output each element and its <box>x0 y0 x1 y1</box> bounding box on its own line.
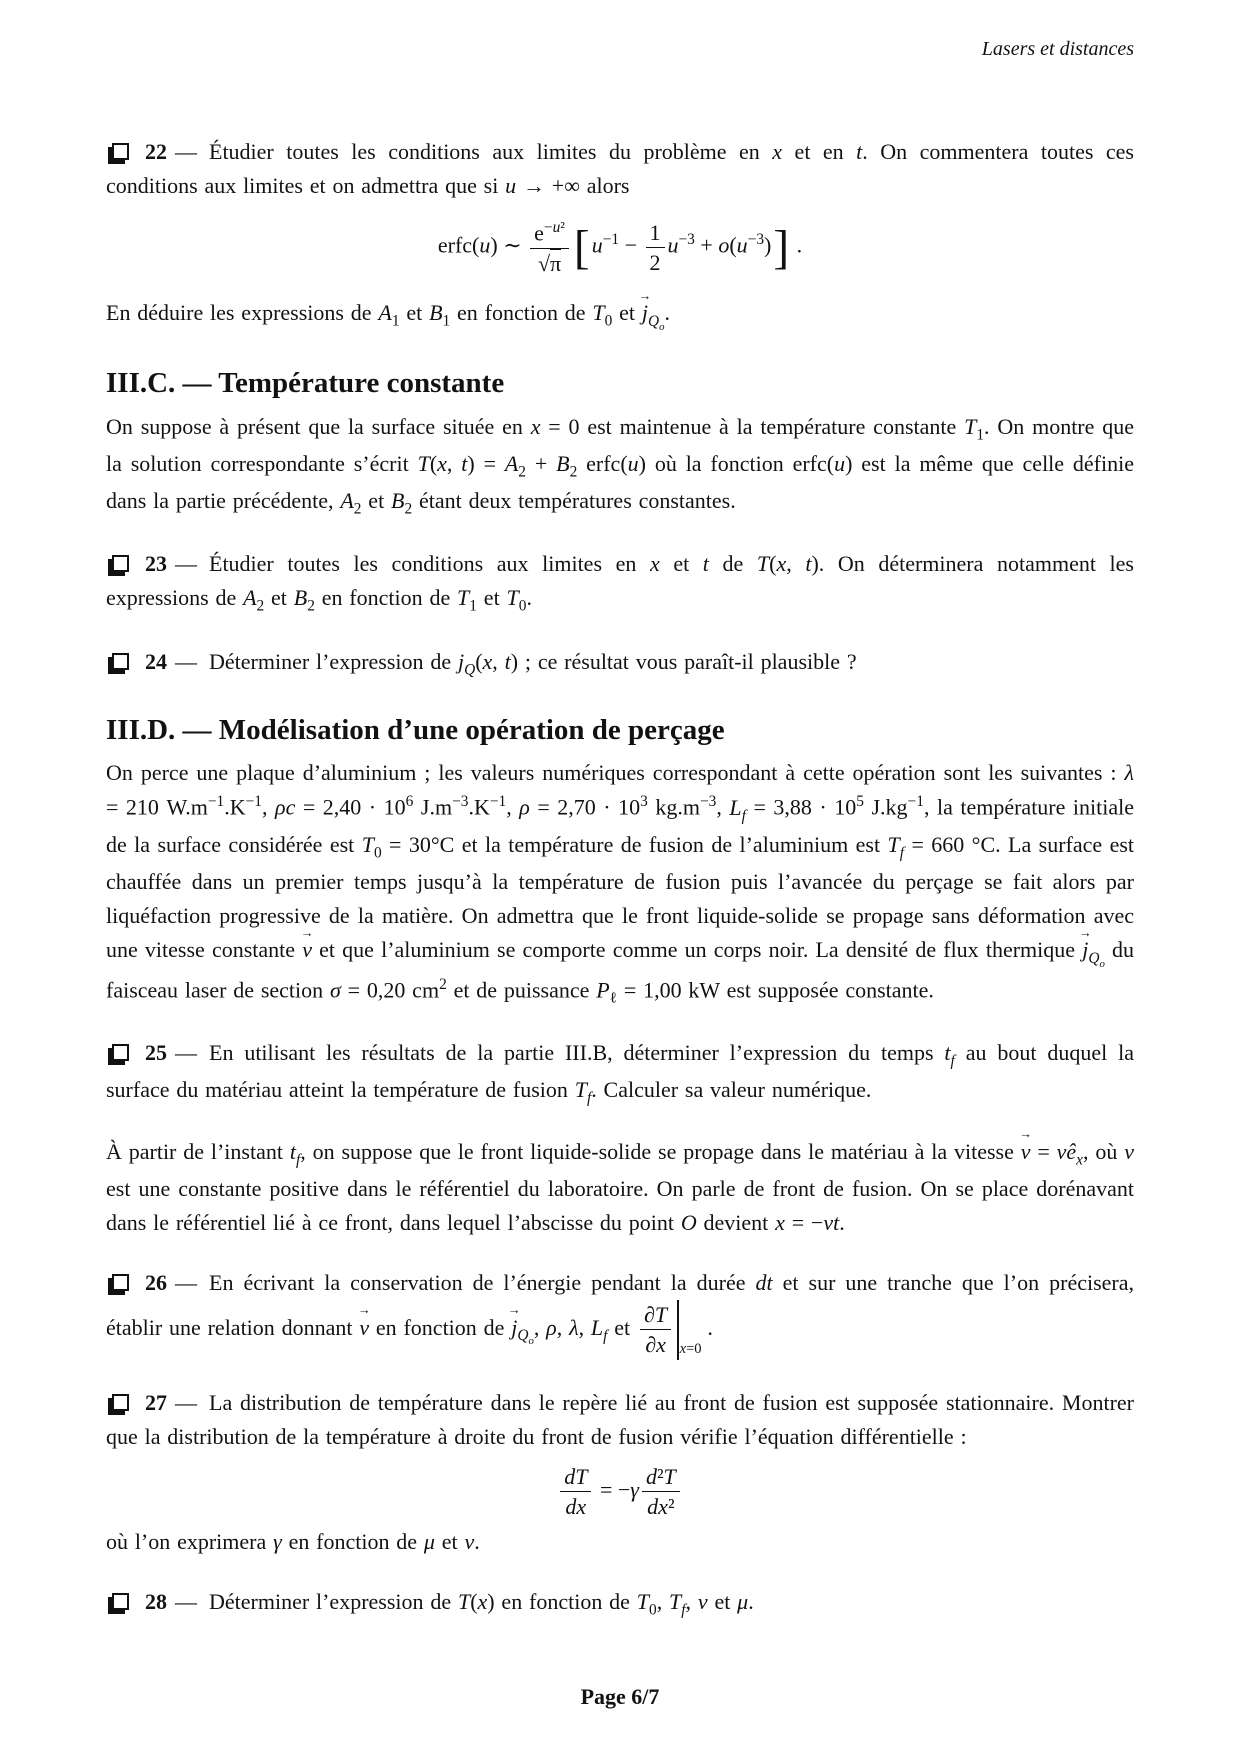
question-box-icon <box>112 1274 129 1291</box>
question-28 <box>106 1585 1134 1622</box>
question-dash: — <box>175 551 197 577</box>
question-dash: — <box>175 1040 197 1066</box>
question-box-icon <box>112 143 129 160</box>
question-25-number: 25 <box>145 1040 167 1066</box>
page-footer <box>106 1680 1134 1732</box>
equation-differential: $\frac{dT}{dx}$ = −γ $\frac{\text{d²T}}{\text{dx²}}$ <box>106 1464 1134 1520</box>
paragraph-gamma: où l’on exprimera γ en fonction de μ et v. <box>106 1529 480 1555</box>
question-27-number: 27 <box>145 1389 167 1415</box>
question-box-icon <box>112 653 129 670</box>
question-25-text: En utilisant les résultats de la partie III.B, déterminer l’expression du temps $t_f$ au bout duquel la surface du matériau atteint la température de fusion $T_f$. Calculer sa valeur numérique. <box>106 1040 1134 1107</box>
question-dash: — <box>175 139 197 164</box>
question-box-icon <box>112 1044 129 1061</box>
question-22-number: 22 <box>145 139 167 164</box>
question-24 <box>106 645 1134 682</box>
page-number: Page 6/7 <box>580 1683 660 1709</box>
equation-erfc-asymptotic: erfc(u) ∼ $\frac{e^{-u^2}}{√\pi}$ [$u^{-1}$ − $\frac{1}{2}$ $u^{-3} + o(u^{-3})$] . <box>437 219 803 276</box>
question-box-icon <box>112 555 129 572</box>
question-23-number: 23 <box>145 551 167 577</box>
question-25 <box>106 1036 1134 1111</box>
question-dash: — <box>175 1589 197 1615</box>
question-dash: — <box>175 1389 197 1415</box>
question-27 <box>106 1386 1134 1454</box>
running-header <box>106 34 1134 65</box>
question-23-text: Étudier toutes les conditions aux limites en x et t de T(x, t). On déterminera notamment les expressions de $A_2$ et $B_2$ en fonction de $T_1$ et $T_0$. <box>106 551 1134 615</box>
question-24-number: 24 <box>145 648 167 674</box>
paragraph-iiid-intro: On perce une plaque d’aluminium ; les valeurs numériques correspondant à cette opération sont les suivantes : λ = 210 $W.m^{-1}.K^{-1}$, $\rho c = 2,40 \cdot 10^6$ $J.m^{-3}.K^{-1}$, $\rho = 2,70 \cdot 10^3$ $kg.m^{-3}$, $L_f = 3,88 \cdot 10^5$ $J.kg^{-1}$, la température initiale de la surface considérée est $T_0 = 30^\circ C$ et la température de fusion de l’aluminium est $T_f = 660$ °C. La surface est chauffée dans un premier temps jusqu’à la température de fusion puis l’avancée du perçage se fait alors par liquéfaction progressive de la matière. On admettra que le front liquide-solide se propage sans déformation avec une vitesse constante → v et que l’aluminium se comporte comme un corps noir. La densité de flux thermique → $j_{Q_o}$ du faisceau laser de section σ = 0,20 $cm^2$ et de puissance $P_\ell = 1,00$ kW est supposée constante. <box>106 756 1134 1010</box>
question-28-text: Déterminer l’expression de T(x) en fonction de $T_0$, $T_f$, v et μ. <box>209 1589 754 1619</box>
question-dash: — <box>175 1270 197 1296</box>
section-title-iiid: III.D. — Modélisation d’une opération de perçage <box>106 713 725 746</box>
question-26-number: 26 <box>145 1270 167 1296</box>
question-26 <box>106 1266 1134 1359</box>
question-22-text: Étudier toutes les conditions aux limites du problème en x et en t. On commentera toutes ces conditions aux limites et on admettra que si u → +∞ alors <box>106 139 1134 199</box>
section-title-iiic: III.C. — Température constante <box>106 367 505 400</box>
question-box-icon <box>112 1394 129 1411</box>
question-23 <box>106 547 1134 618</box>
question-24-text: Déterminer l’expression de $j_Q(x$, t) ; ce résultat vous paraît-il plausible ? <box>209 648 857 679</box>
paragraph-deduce-a1-b1: En déduire les expressions de $A_1$ et $B_1$ en fonction de $T_0$ et → $j_{Q_o}$. <box>106 296 1134 335</box>
paragraph-iiic-intro: On suppose à présent que la surface située en x = 0 est maintenue à la température constante $T_1$. On montre que la solution correspondante s’écrit T(x, $t) = A_2 + B_2$ erfc(u) où la fonction erfc(u) est la même que celle définie dans la partie précédente, $A_2$ et $B_2$ étant deux températures constantes. <box>106 413 1134 518</box>
question-26-text: En écrivant la conservation de l’énergie pendant la durée dt et sur une tranche que l’on précisera, établir une relation donnant → v en fonction de → $j_{Q_o}$, ρ, λ, $L_f$ et $\frac{\partial T}{\partial x}$ $_{x=0}$ . <box>106 1270 1134 1340</box>
question-box-icon <box>112 1593 129 1610</box>
question-28-number: 28 <box>145 1589 167 1615</box>
question-27-text: La distribution de température dans le repère lié au front de fusion est supposée stationnaire. Montrer que la distribution de la température à droite du front de fusion vérifie l’équation différentielle : <box>106 1389 1134 1449</box>
header-title: Lasers et distances <box>981 38 1134 60</box>
question-22 <box>106 135 1134 203</box>
paragraph-front-fusion: À partir de l’instant $t_f$, on suppose que le front liquide-solide se propage dans le matériau à la vitesse → $v = vê_x$, où v est une constante positive dans le référentiel du laboratoire. On parle de front de fusion. On se place dorénavant dans le référentiel lié à ce front, dans lequel l’abscisse du point O devient x = −vt. <box>106 1135 1134 1240</box>
question-dash: — <box>175 648 197 674</box>
